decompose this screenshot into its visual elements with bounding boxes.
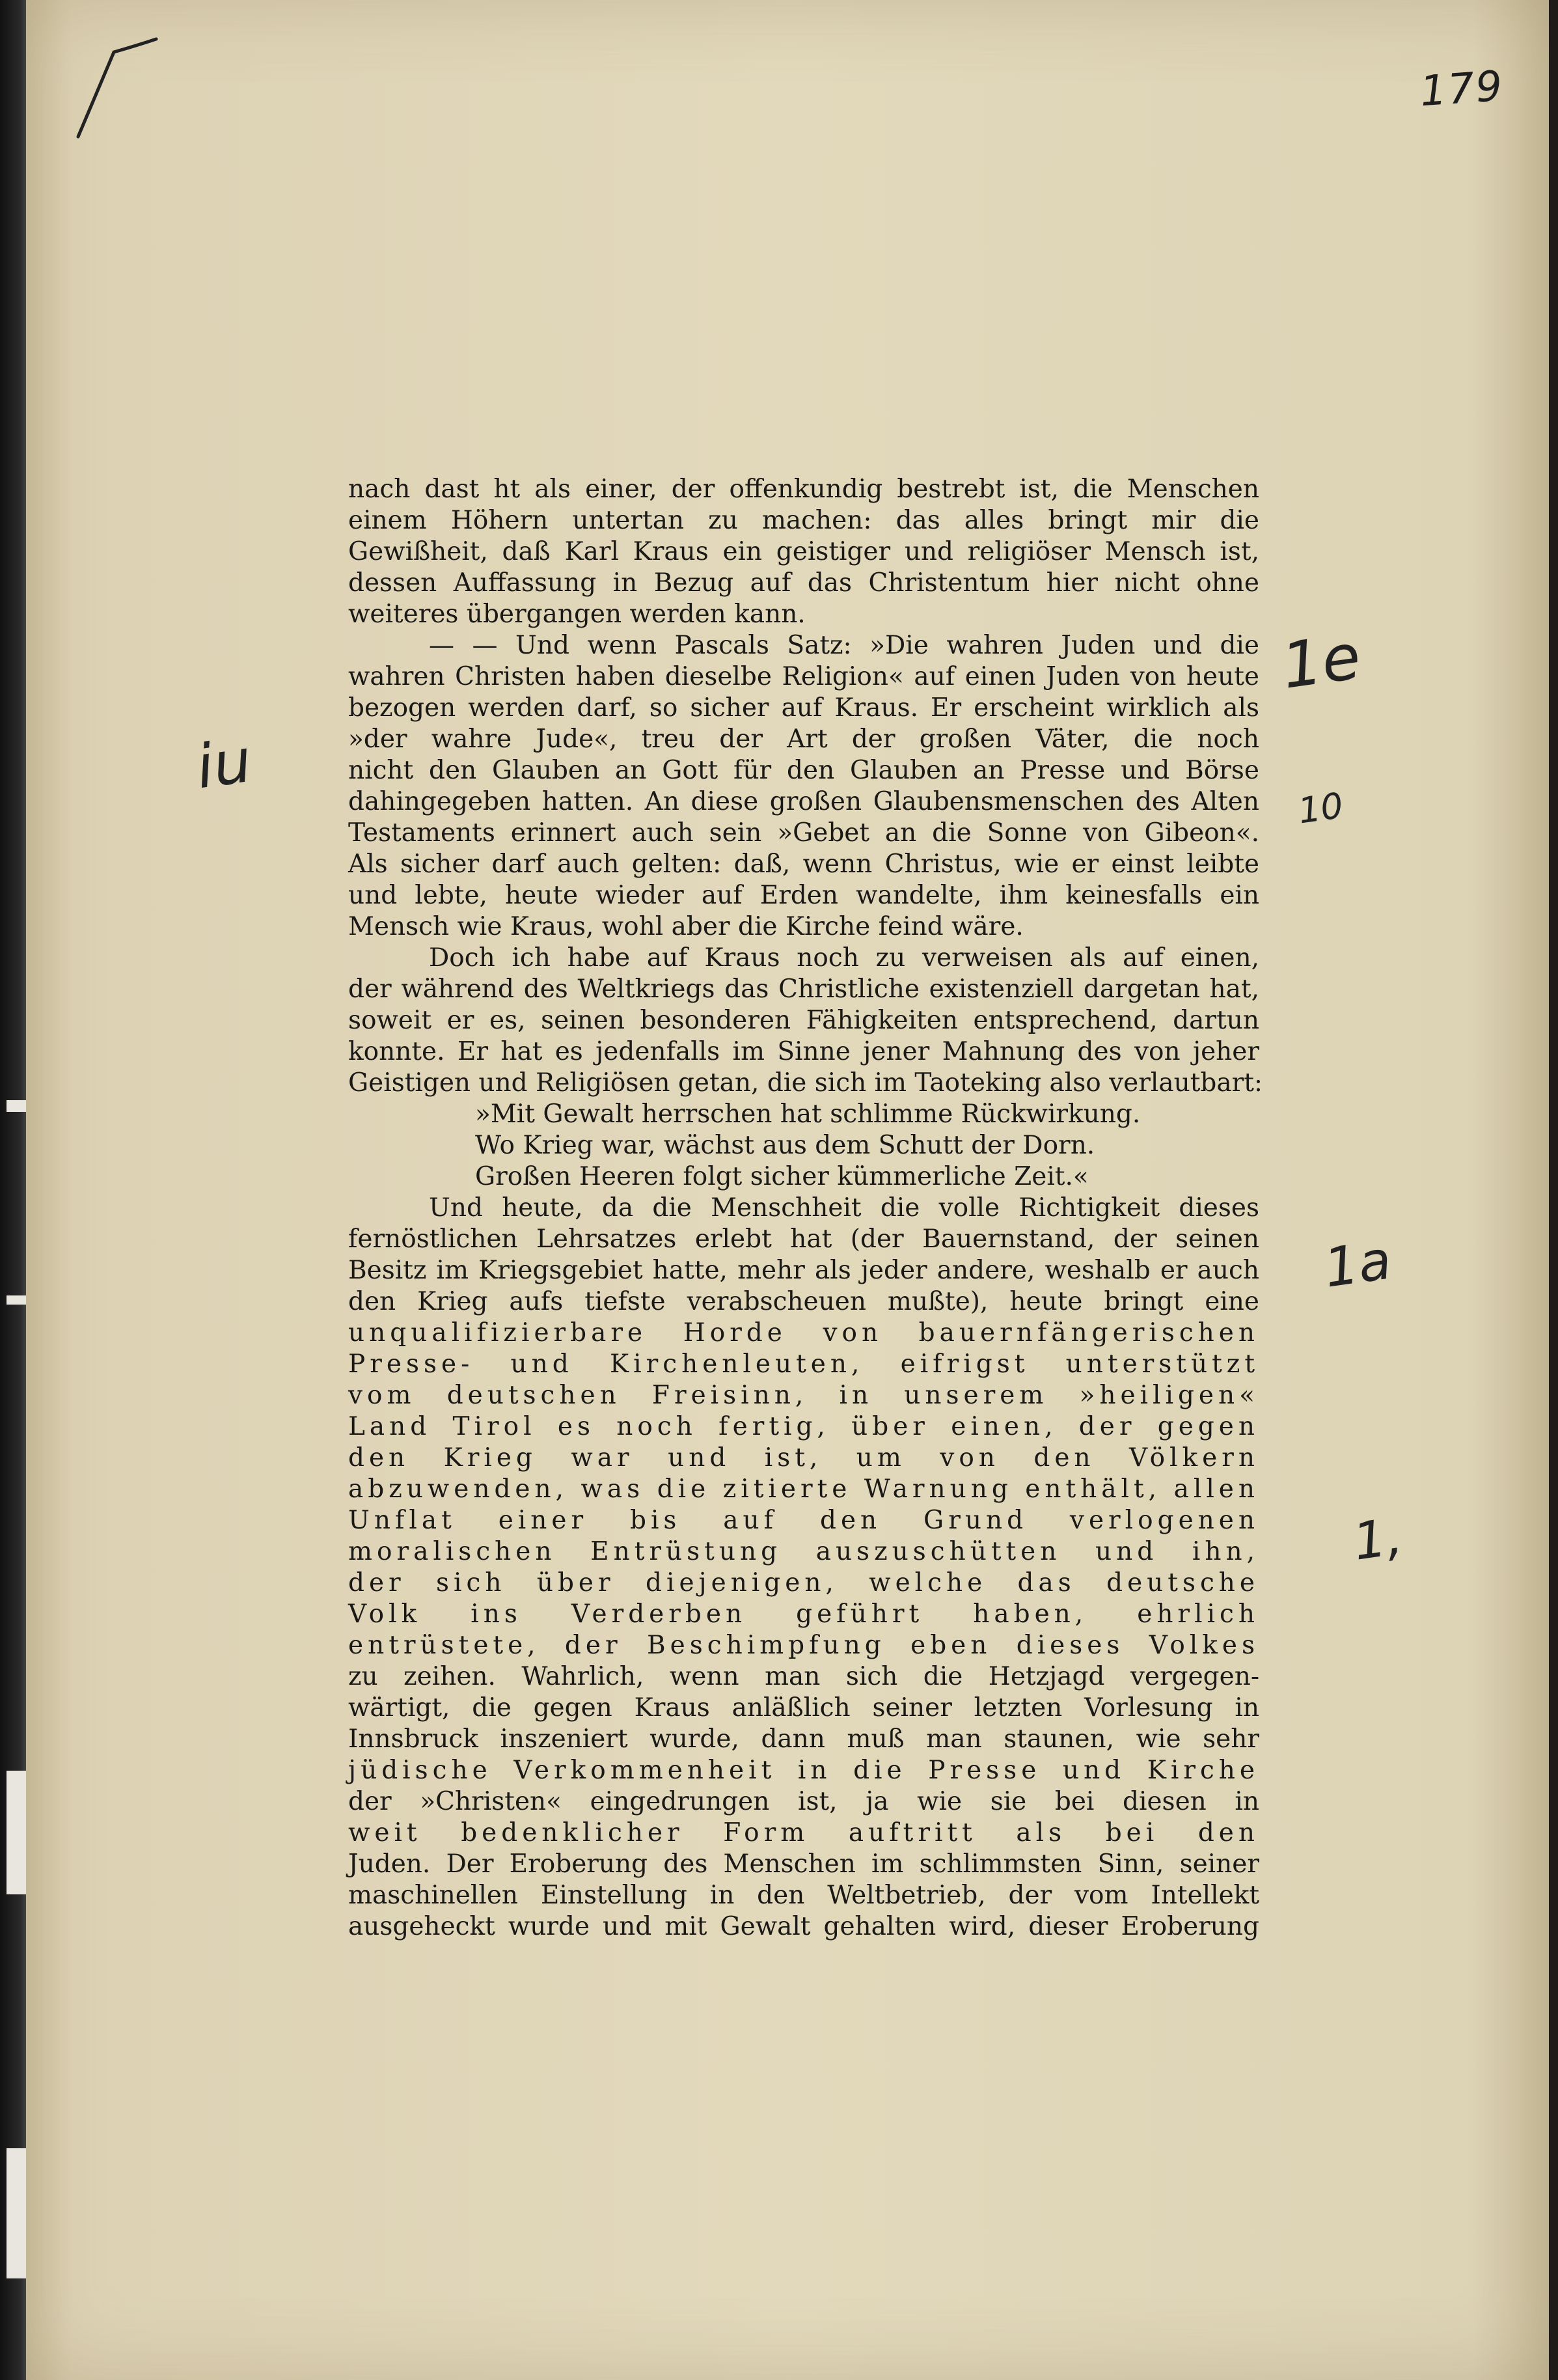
quote-line: Großen Heeren folgt sicher kümmerliche Zeit.« [475,1162,1089,1191]
text-line: abzuwenden, was die zitierte Warnung enthält, allen [348,1474,1259,1504]
text-line: Land Tirol es noch fertig, über einen, der gegen [348,1412,1259,1441]
text-line: moralischen Entrüstung auszuschütten und ihn, [348,1537,1259,1566]
text-line: der sich über diejenigen, welche das deutsche [348,1568,1259,1598]
text-line: Geistigen und Religiösen getan, die sich im Taoteking also verlautbart: [348,1068,1263,1098]
text-line: unqualifizierbare Horde von bauernfängerischen [348,1318,1259,1348]
text-line: zu zeihen. Wahrlich, wenn man sich die Hetzjagd vergegen- [348,1662,1259,1691]
margin-note: 1e [1277,620,1365,703]
quote-line: »Mit Gewalt herrschen hat schlimme Rückwirkung. [475,1100,1141,1129]
text-line: den Krieg aufs tiefste verabscheuen mußte), heute bringt eine [348,1287,1259,1316]
text-line: und lebte, heute wieder auf Erden wandelte, ihm keinesfalls ein [348,881,1259,910]
text-line: Mensch wie Kraus, wohl aber die Kirche feind wäre. [348,912,1024,941]
text-line: Doch ich habe auf Kraus noch zu verweisen als auf einen, [429,943,1259,973]
text-line: »der wahre Jude«, treu der Art der großen Väter, die noch [348,725,1259,754]
text-line: ausgeheckt wurde und mit Gewalt gehalten wird, dieser Eroberung [348,1912,1259,1941]
text-line: der »Christen« eingedrungen ist, ja wie sie bei diesen in [348,1787,1259,1816]
pen-stroke-mark [65,26,163,143]
quote-line: Wo Krieg war, wächst aus dem Schutt der Dorn. [475,1131,1095,1160]
text-line: dessen Auffassung in Bezug auf das Christentum hier nicht ohne [348,568,1259,598]
text-line: bezogen werden darf, so sicher auf Kraus. Er erscheint wirklich als [348,693,1259,723]
text-line: konnte. Er hat es jedenfalls im Sinne jener Mahnung des von jeher [348,1037,1259,1066]
text-line: Volk ins Verderben geführt haben, ehrlich [348,1599,1259,1629]
margin-note: 10 [1295,784,1346,832]
text-line: wahren Christen haben dieselbe Religion« auf einen Juden von heute [348,662,1259,691]
text-line: nicht den Glauben an Gott für den Glauben an Presse und Börse [348,756,1259,785]
text-line: den Krieg war und ist, um von den Völkern [348,1443,1259,1473]
margin-note: 1, [1350,1507,1406,1572]
page-number: 179 [1418,62,1505,117]
text-line: Testaments erinnert auch sein »Gebet an die Sonne von Gibeon«. [348,818,1259,848]
text-line: Und heute, da die Menschheit die volle Richtigkeit dieses [429,1193,1259,1223]
text-line: Innsbruck inszeniert wurde, dann muß man staunen, wie sehr [348,1724,1259,1754]
text-line: dahingegeben hatten. An diese großen Glaubensmenschen des Alten [348,787,1259,816]
text-line: soweit er es, seinen besonderen Fähigkeiten entsprechend, dartun [348,1006,1259,1035]
text-line: der während des Weltkriegs das Christliche existenziell dargetan hat, [348,975,1259,1004]
text-line: maschinellen Einstellung in den Weltbetrieb, der vom Intellekt [348,1881,1259,1910]
text-line: jüdische Verkommenheit in die Presse und Kirche [348,1756,1259,1785]
paper-sheet [26,0,1549,2380]
text-line: Unflat einer bis auf den Grund verlogenen [348,1506,1259,1535]
text-line: entrüstete, der Beschimpfung eben dieses Volkes [348,1631,1259,1660]
text-line: weiteres übergangen werden kann. [348,600,806,629]
margin-note: iu [191,725,256,803]
text-line: Juden. Der Eroberung des Menschen im schlimmsten Sinn, seiner [348,1849,1259,1879]
text-line: vom deutschen Freisinn, in unserem »heiligen« [348,1381,1259,1410]
text-line: nach dast ht als einer, der offenkundig bestrebt ist, die Menschen [348,475,1259,504]
text-line: fernöstlichen Lehrsatzes erlebt hat (der Bauernstand, der seinen [348,1225,1259,1254]
text-line: Als sicher darf auch gelten: daß, wenn Christus, wie er einst leibte [348,850,1259,879]
text-line: — — Und wenn Pascals Satz: »Die wahren Juden und die [429,631,1259,660]
text-line: Presse- und Kirchenleuten, eifrigst unterstützt [348,1349,1259,1379]
margin-note: 1a [1320,1229,1395,1300]
text-line: Gewißheit, daß Karl Kraus ein geistiger und religiöser Mensch ist, [348,537,1259,566]
text-line: weit bedenklicher Form auftritt als bei den [348,1818,1259,1847]
body-text [348,474,1263,1943]
text-line: wärtigt, die gegen Kraus anläßlich seiner letzten Vorlesung in [348,1693,1259,1723]
text-line: Besitz im Kriegsgebiet hatte, mehr als jeder andere, weshalb er auch [348,1256,1259,1285]
text-line: einem Höhern untertan zu machen: das alles bringt mir die [348,506,1259,535]
